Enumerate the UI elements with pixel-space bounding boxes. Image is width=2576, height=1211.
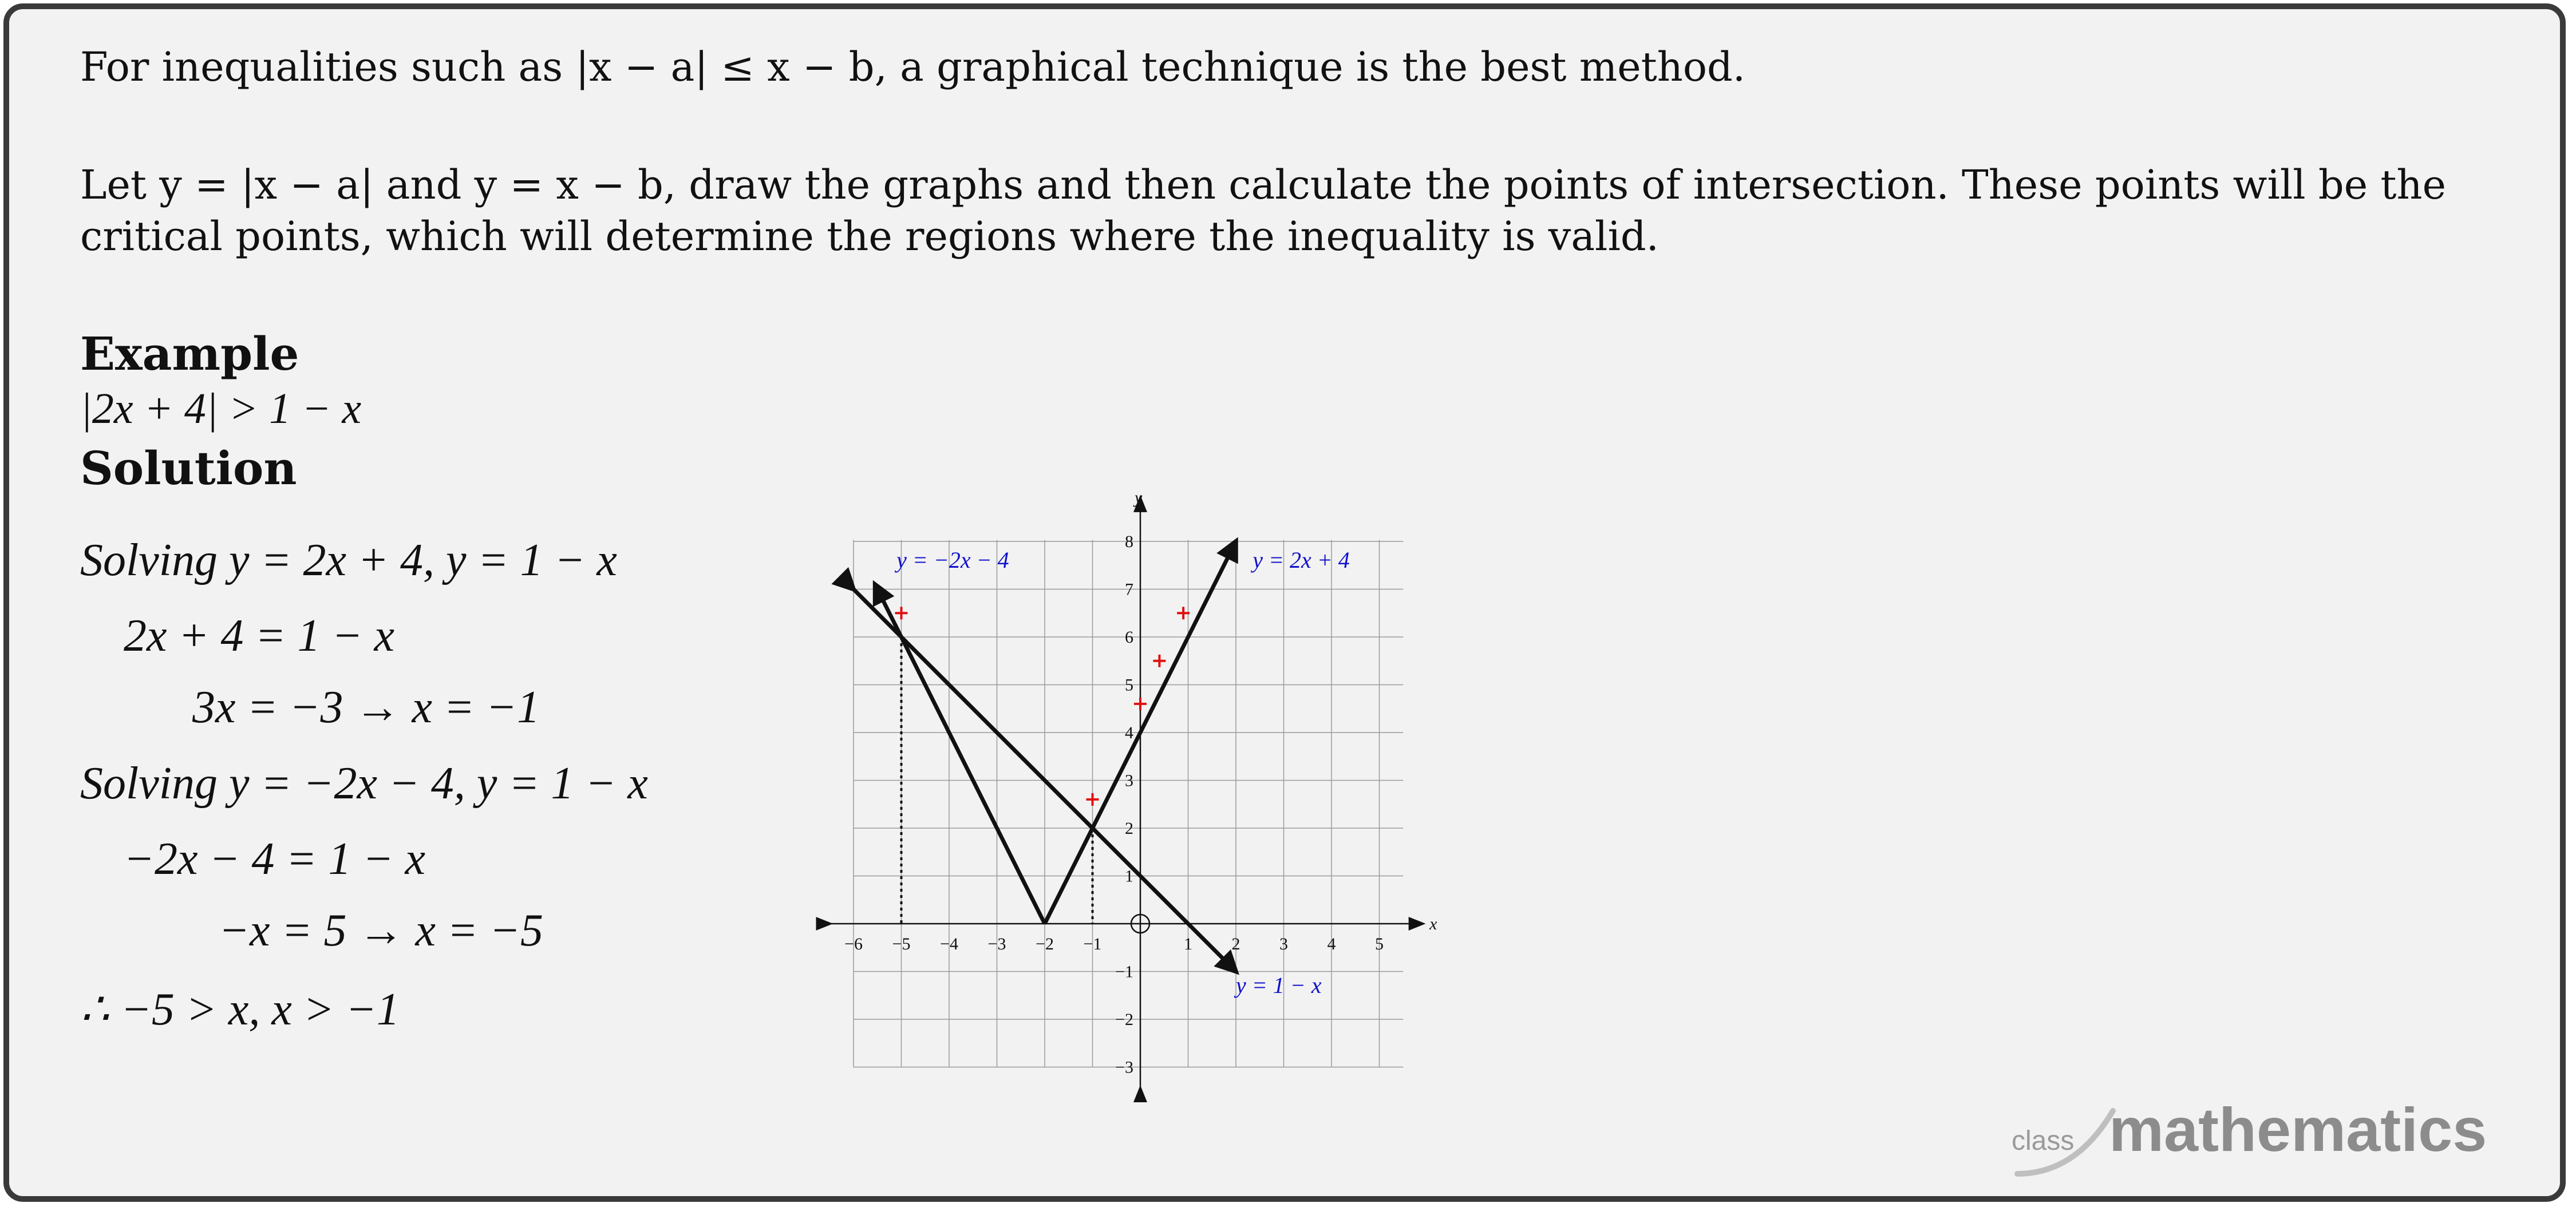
y-tick-label: 6: [1125, 628, 1133, 647]
x-tick-label: 5: [1375, 935, 1384, 953]
example-inequality: |2x + 4| > 1 − x: [80, 385, 362, 433]
logo-big-text: mathematics: [2109, 1095, 2487, 1164]
x-tick-label: −3: [987, 935, 1006, 953]
solution-heading: Solution: [80, 441, 297, 495]
intro-line-2: Let y = |x − a| and y = x − b, draw the graphs and then calculate the points of intersection. These points will be the: [80, 161, 2447, 208]
y-tick-label: 1: [1125, 866, 1133, 886]
y-tick-label: 2: [1125, 819, 1133, 838]
working-line: 3x = −3 → x = −1: [192, 682, 540, 733]
logo-mark: [2007, 1088, 2511, 1185]
red-plus-mark: [1086, 793, 1099, 806]
x-tick-label: 1: [1184, 935, 1192, 953]
class-mathematics-logo: [2007, 1088, 2511, 1188]
red-plus-mark: [1134, 698, 1147, 710]
example-heading: Example: [80, 327, 299, 381]
series-label: y = 2x + 4: [1253, 547, 1350, 573]
logo-small-text: class: [2012, 1126, 2075, 1156]
working-line: Solving y = 2x + 4, y = 1 − x: [80, 535, 617, 585]
inequality-graph: [811, 484, 1440, 1114]
x-tick-label: −5: [892, 935, 911, 953]
y-axis-label: y: [1135, 488, 1143, 508]
series-label: y = 1 − x: [1236, 972, 1322, 999]
x-tick-label: 4: [1327, 935, 1336, 953]
lesson-card: [3, 3, 2566, 1202]
y-tick-label: −3: [1115, 1058, 1133, 1077]
x-tick-label: −1: [1083, 935, 1102, 953]
series-label: y = −2x − 4: [896, 547, 1009, 573]
y-tick-label: 8: [1125, 532, 1133, 551]
y-tick-label: 4: [1125, 723, 1133, 742]
y-tick-label: 5: [1125, 675, 1133, 695]
x-axis-label: x: [1429, 915, 1437, 933]
intro-line-3: critical points, which will determine the regions where the inequality is valid.: [80, 213, 1659, 260]
y-tick-label: 7: [1125, 580, 1133, 599]
x-tick-label: 2: [1231, 935, 1240, 953]
intro-paragraph: [80, 157, 2503, 271]
working-line: 2x + 4 = 1 − x: [124, 611, 394, 661]
working-line: ∴ −5 > x, x > −1: [80, 984, 400, 1035]
working-line: Solving y = −2x − 4, y = 1 − x: [80, 758, 648, 809]
x-tick-label: 3: [1279, 935, 1288, 953]
x-tick-label: −4: [940, 935, 958, 953]
x-tick-label: −6: [844, 935, 863, 953]
working-line: −x = 5 → x = −5: [219, 905, 543, 956]
y-tick-label: 3: [1125, 771, 1133, 790]
y-tick-label: −1: [1115, 962, 1133, 982]
red-plus-mark: [895, 607, 908, 619]
working-line: −2x − 4 = 1 − x: [124, 834, 425, 884]
intro-line-1: For inequalities such as |x − a| ≤ x − b, a graphical technique is the best method.: [80, 43, 1746, 90]
x-tick-label: −2: [1036, 935, 1054, 953]
y-tick-label: −2: [1115, 1010, 1133, 1029]
red-plus-mark: [1153, 655, 1165, 667]
